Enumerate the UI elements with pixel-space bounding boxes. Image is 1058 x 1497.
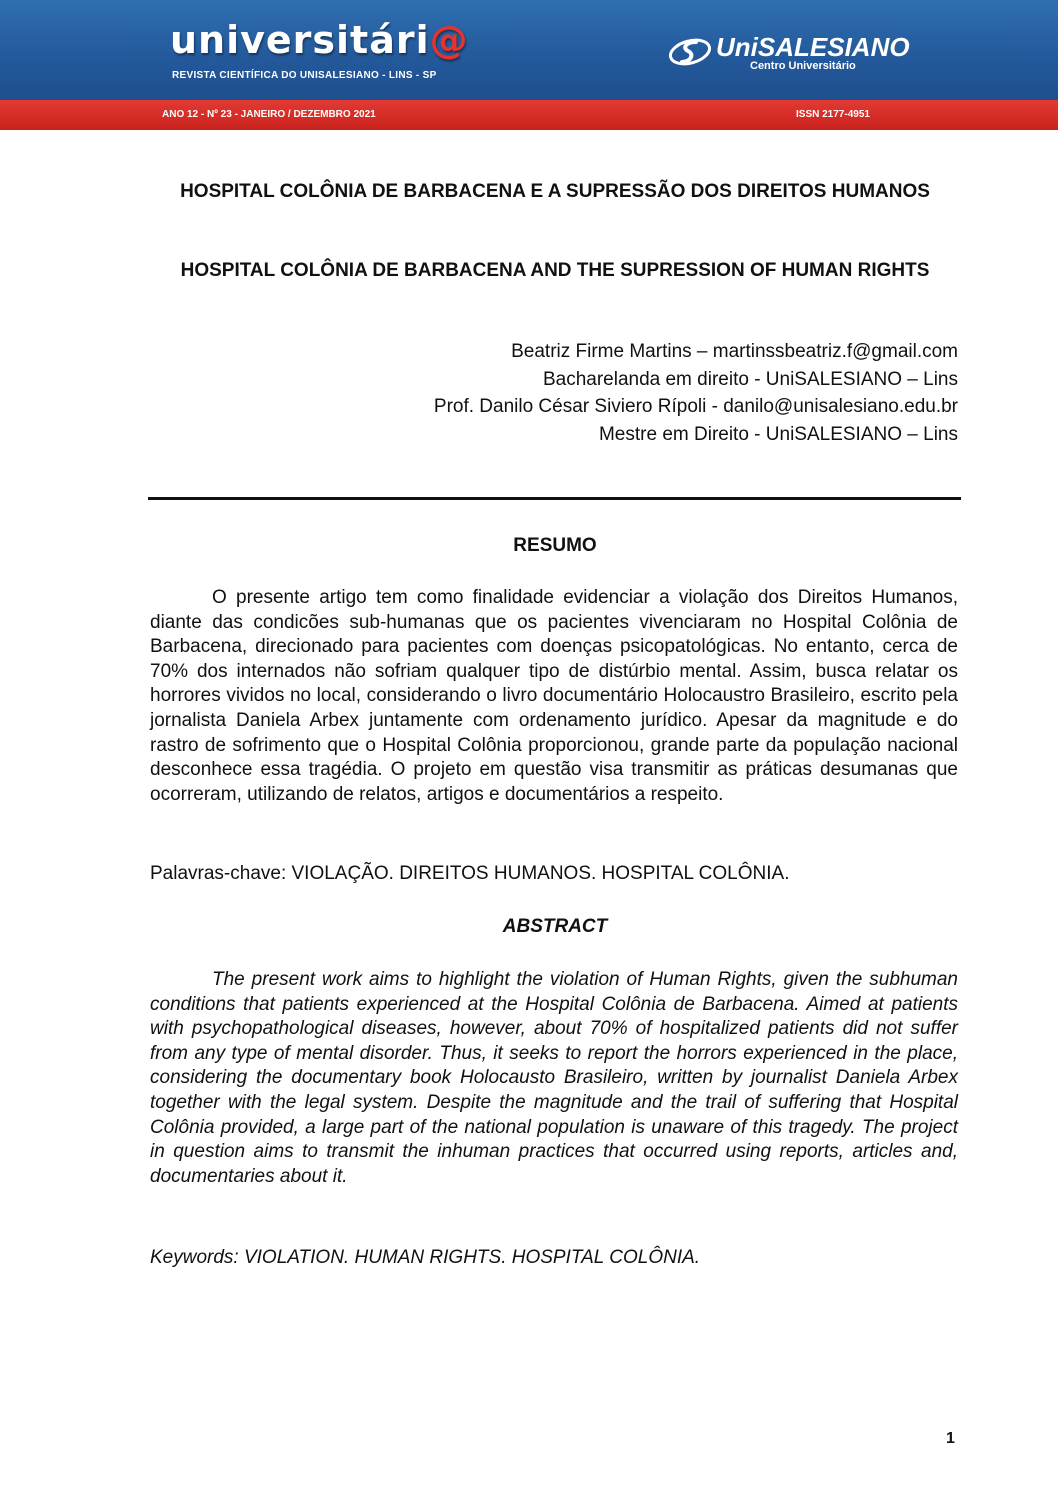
institution-name: UniSALESIANO: [716, 32, 910, 62]
issn: ISSN 2177-4951: [796, 109, 870, 120]
abstract-paragraph: The present work aims to highlight the violation of Human Rights, given the subhuman conditions that patients experienced at the Hospital Colônia de Barbacena. Aimed at patients with psychopathological diseases, however, about 70% of hospitalized patients did not suffer from any type of mental disorder. Thus, it seeks to report the horrors experienced in the place, considering the documentary book Holocausto Brasileiro, written by journalist Daniela Arbex together with the legal system. Despite the magnitude and the trail of suffering that Hospital Colônia provided, a large part of the national population is unaware of this tragedy. The project in question aims to transmit the inhuman practices that occurred using reports, articles and, documentaries about it.: [150, 969, 958, 1187]
journal-header-banner: [0, 0, 1058, 130]
journal-logo-text: universitári: [170, 18, 430, 62]
journal-subtitle: REVISTA CIENTÍFICA DO UNISALESIANO - LINS - SP: [172, 70, 437, 81]
issue-info: ANO 12 - Nº 23 - JANEIRO / DEZEMBRO 2021: [162, 109, 376, 120]
article-title-portuguese: HOSPITAL COLÔNIA DE BARBACENA E A SUPRESSÃO DOS DIREITOS HUMANOS: [180, 181, 930, 202]
author-line: Prof. Danilo César Siviero Rípoli - danilo@unisalesiano.edu.br: [433, 396, 958, 417]
author-block: [434, 338, 958, 448]
abstract-heading: ABSTRACT: [502, 916, 608, 937]
palavras-chave: Palavras-chave: VIOLAÇÃO. DIREITOS HUMANOS. HOSPITAL COLÔNIA.: [150, 863, 790, 884]
section-divider: [148, 497, 961, 500]
page-number: 1: [946, 1430, 955, 1447]
resumo-heading: RESUMO: [513, 535, 597, 556]
journal-logo-at: @: [429, 18, 469, 62]
header-red-band: [0, 100, 1058, 130]
author-line: Mestre em Direito - UniSALESIANO – Lins: [598, 423, 958, 445]
author-line: Bacharelanda em direito - UniSALESIANO – Lins: [542, 368, 958, 390]
article-title-english: HOSPITAL COLÔNIA DE BARBACENA AND THE SUPRESSION OF HUMAN RIGHTS: [180, 260, 930, 281]
unisalesiano-logo-icon: [668, 34, 712, 70]
resumo-paragraph: O presente artigo tem como finalidade evidenciar a violação dos Direitos Humanos, diante das condicões sub-humanas que os pacientes vivenciaram no Hospital Colônia de Barbacena, direcionado para pacientes com doenças psicopatológicas. No entanto, cerca de 70% dos internados não sofriam qualquer tipo de distúrbio mental. Assim, busca relatar os horrores vividos no local, considerando o livro documentário Holocaustro Brasileiro, escrito pela jornalista Daniela Arbex juntamente com ordenamento jurídico. Apesar da magnitude e do rastro de sofrimento que o Hospital Colônia proporcionou, grande parte da população nacional desconhece essa tragédia. O projeto em questão visa transmitir as práticas desumanas que ocorreram, utilizando de relatos, artigos e documentários a respeito.: [150, 587, 958, 805]
institution-subtitle: Centro Universitário: [750, 60, 856, 72]
keywords: Keywords: VIOLATION. HUMAN RIGHTS. HOSPITAL COLÔNIA.: [150, 1247, 701, 1268]
journal-logo: [170, 20, 469, 60]
author-line: Beatriz Firme Martins – martinssbeatriz.f@gmail.com: [511, 341, 958, 362]
